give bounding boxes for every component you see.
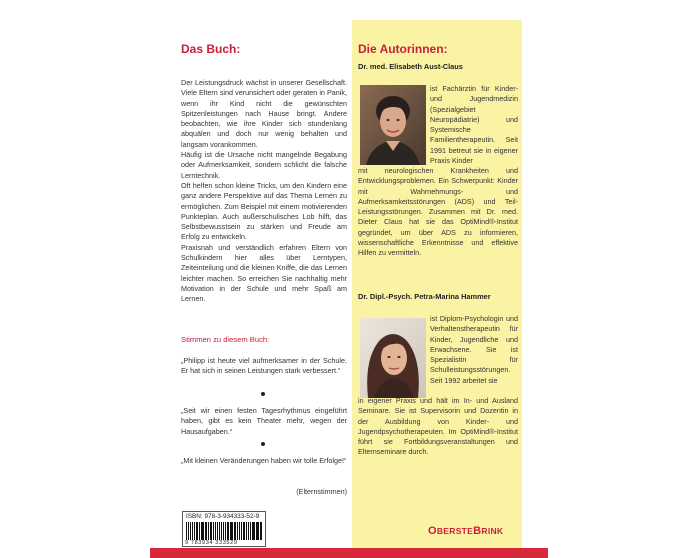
- barcode-bar: [199, 522, 200, 540]
- barcode-bar: [221, 522, 222, 540]
- barcode-bar: [230, 522, 231, 540]
- testimonial-quote: „Seit wir einen festen Tagesrhythmus eingeführt haben, gibt es kein Theater mehr, wegen der Hausaufgaben.“: [181, 406, 347, 436]
- barcode-bar: [213, 522, 214, 540]
- isbn-barcode: [182, 511, 266, 547]
- description-paragraph: Praxisnah und verständlich erfahren Eltern von Schulkindern hier alles über Lerntypen, Zeiteinteilung und die kleinen Kniffe, die das Lernen leichter machen. So erreichen Sie nachhaltig mehr Motivation in der Schule und mehr Spaß am Lernen.: [181, 242, 347, 304]
- barcode-bar: [196, 522, 198, 540]
- barcode-bar: [261, 522, 262, 540]
- authors-heading: Die Autorinnen:: [358, 42, 448, 56]
- barcode-bar: [201, 522, 202, 540]
- author-bio: ist Diplom-Psychologin und Verhaltenstherapeutin für Kinder, Jugendliche und Erwachsene. Sie ist Spezialistin für Schulleistungsstörungen. Seit 1992 arbeitet sie: [430, 314, 518, 385]
- barcode-bar: [208, 522, 209, 540]
- barcode-bar: [237, 522, 238, 540]
- barcode-bar: [194, 522, 195, 540]
- publisher-logo: [428, 525, 503, 537]
- author-portrait-image: [360, 318, 426, 398]
- author-bio: ist Fachärztin für Kinder- und Jugendmedizin (Spezialgebiet Neuropädiatrie) und Systemische Familientherapeutin. Seit 1991 betreut sie in eigener Praxis Kinder: [430, 84, 518, 166]
- barcode-bar: [188, 522, 189, 540]
- barcode-bar: [217, 522, 218, 540]
- author-portrait-image: [360, 85, 426, 165]
- description-paragraph: Der Leistungsdruck wächst in unserer Gesellschaft. Viele Eltern sind verunsichert oder geraten in Panik, wenn ihr Kind nicht die gewünschten Spitzenleistungen nach Hause bringt. Andere beobachten, wie ihre Kinder sich stundenlang abquälen und doch nur wenig behalten und langsam vorankommen.: [181, 78, 347, 149]
- barcode-bar: [219, 522, 220, 540]
- barcode-bar: [205, 522, 206, 540]
- barcode-bar: [256, 522, 257, 540]
- barcode-bar: [257, 522, 258, 540]
- author-photo: [360, 318, 426, 398]
- barcode-bar: [225, 522, 226, 540]
- book-description: [181, 78, 347, 305]
- testimonial-quote: „Philipp ist heute viel aufmerksamer in der Schule. Er hat sich in seinen Leistungen stark verbessert.“: [181, 356, 347, 376]
- barcode-digits: 9 783934 333529: [185, 540, 238, 546]
- author-name: Dr. med. Elisabeth Aust-Claus: [358, 62, 463, 71]
- barcode-bar: [260, 522, 261, 540]
- separator-bullet: [261, 392, 265, 396]
- barcode-bar: [250, 522, 251, 540]
- barcode-bar: [190, 522, 191, 540]
- barcode-bar: [239, 522, 240, 540]
- author-photo: [360, 85, 426, 165]
- authors-column: [352, 20, 522, 548]
- author-bio-continued: in eigener Praxis und hält im In- und Ausland Seminare. Sie ist Supervisorin und Dozentin in der Ausbildung von Kinder- und Jugendpsychotherapeuten. Im OptiMind®-Institut führt sie Fortbildungsveranstaltungen und Elternseminare durch.: [358, 396, 518, 457]
- barcode-bar: [206, 522, 207, 540]
- author-name: Dr. Dipl.-Psych. Petra-Marina Hammer: [358, 292, 491, 301]
- barcode-bar: [227, 522, 229, 540]
- barcode-bar: [235, 522, 236, 540]
- barcode-bar: [223, 522, 224, 540]
- barcode-bar: [248, 522, 249, 540]
- barcode-bar: [243, 522, 245, 540]
- isbn-number: ISBN: 978-3-934333-52-9: [186, 513, 260, 520]
- book-description-column: [175, 20, 350, 548]
- barcode-bar: [215, 522, 216, 540]
- testimonial-attribution: (Elternstimmen): [296, 487, 347, 496]
- logo-letter: O: [428, 525, 437, 537]
- barcode-bar: [246, 522, 247, 540]
- barcode-bar: [186, 522, 187, 540]
- barcode-bar: [241, 522, 242, 540]
- barcode-bar: [202, 522, 203, 540]
- barcode-bar: [234, 522, 235, 540]
- testimonial-quote: „Mit kleinen Veränderungen haben wir tolle Erfolge!“: [181, 456, 347, 465]
- book-heading: Das Buch:: [181, 42, 241, 56]
- barcode-bars: [186, 522, 262, 540]
- logo-letters: RINK: [481, 526, 504, 536]
- logo-letter: B: [473, 525, 482, 537]
- description-paragraph: Häufig ist die Ursache nicht mangelnde Begabung oder Aufmerksamkeit, sondern schlicht die falsche Lerntechnik.: [181, 150, 347, 180]
- testimonials-heading: Stimmen zu diesem Buch:: [181, 335, 270, 344]
- barcode-bar: [231, 522, 232, 540]
- separator-bullet: [261, 442, 265, 446]
- barcode-bar: [253, 522, 254, 540]
- bottom-color-band: [150, 548, 548, 558]
- barcode-bar: [252, 522, 253, 540]
- description-paragraph: Oft helfen schon kleine Tricks, um den Kindern eine ganz andere Perspektive auf das Thema Lernen zu ermöglichen. Zum Beispiel mit einem motivierenden Punkteplan. Auch außerschulisches Lob hilft, das Selbstbewusstsein zu stärken und Freude am Erfolg zu entwickeln.: [181, 180, 347, 242]
- barcode-bar: [192, 522, 193, 540]
- barcode-bar: [210, 522, 212, 540]
- author-bio-continued: mit neurologischen Krankheiten und Entwicklungsproblemen. Ein Schwerpunkt: Kinder mit Wahrnehmungs- und Aufmerksamkeitsstörungen (ADS) und Teil-Leistungsstörungen. Zusammen mit Dr. med. Dieter Claus hat sie das OptiMind®-Institut gegründet, um über ADS zu informieren, wissenschaftliche Erkenntnisse und effektive Hilfen zu vermitteln.: [358, 166, 518, 258]
- logo-letters: BERSTE: [436, 526, 474, 536]
